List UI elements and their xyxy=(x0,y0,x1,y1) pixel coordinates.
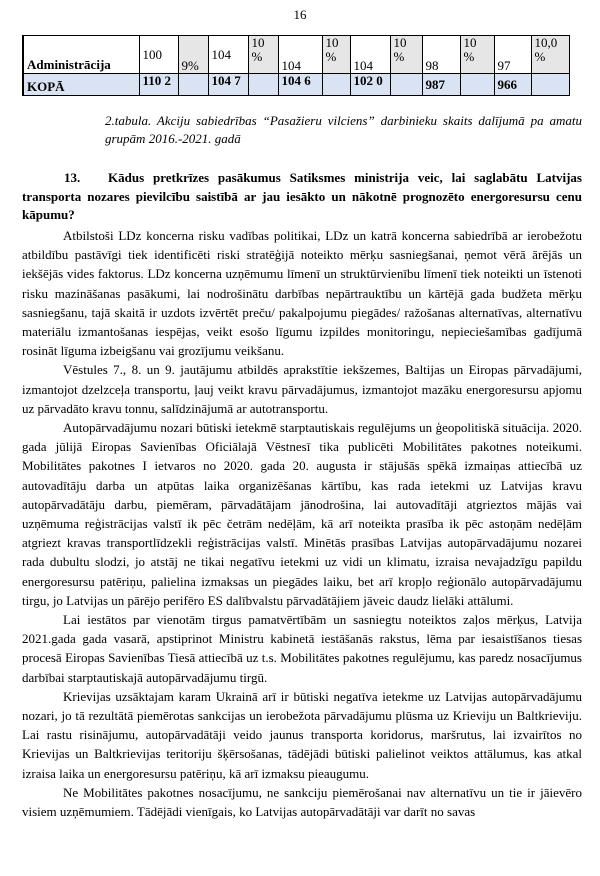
table-cell: 10 % xyxy=(322,36,350,74)
question-number: 13. xyxy=(64,170,81,185)
table-cell: 987 xyxy=(422,74,460,96)
answer-body xyxy=(22,226,582,821)
row-label: KOPĀ xyxy=(23,74,139,96)
paragraph: Krievijas uzsāktajam karam Ukrainā arī ir būtiski negatīva ietekme uz Latvijas autopārvadājumu nozari, jo tā rezultātā piemērotas sankcijas un ierobežota pārvadājumu plūsma uz Krieviju un Baltkrieviju. Lai rastu risinājumu, autopārvadātāji veido jaunus transporta koridorus, maršrutus, lai izvairītos no Krievijas un Baltkrievijas teritoriju šķērsošanas, tādējādi būtiski palielinot veiktos attālumus, kas atkal izraisa laika un energoresursu patēriņu, kā arī izmaksu pieaugumu. xyxy=(22,688,582,781)
table-cell: 966 xyxy=(494,74,531,96)
row-label: Administrācija xyxy=(23,36,139,74)
table-cell xyxy=(248,74,278,96)
paragraph: Vēstules 7., 8. un 9. jautājumu atbildēs aprakstītie iekšzemes, Baltijas un Eiropas pārvadājumi, izmantojot dzelzceļa transportu, ļauj veikt kravu pārvadājumus, izmantojot mazāku energoresursu apjomu uz pārvadāto kravu tonnu, salīdzinājumā ar autotransportu. xyxy=(22,362,582,416)
table-cell: 97 xyxy=(494,36,531,74)
table-cell: 98 xyxy=(422,36,460,74)
paragraph: Autopārvadājumu nozari būtiski ietekmē starptautiskais regulējums un ģeopolitiskā situācija. 2020. gada jūlijā Eiropas Savienības Oficiālajā Vēstnesī tika publicēti Mobilitātes pakotnes noteikumi. Mobilitātes pakotnes I ietvaros no 2020. gada 20. augusta ir stājušās spēkā izmaiņas attiecībā uz autovadītāju darba un atpūtas laika organizēšanas kārtību, kas rada ietekmi uz Latvijas kravu autopārvadātāju darbu, piemēram, pārvadātājam jānodrošina, lai autovadītāji atgrieztos mājās vai uzņēmuma reģistrācijas valstī ik pēc četrām nedēļām, kā arī noteikta prasība ik pēc astoņām nedēļām atgriezt kravas transportlīdzekli reģistrācijas valstī. Minētās prasības Latvijas autopārvadājumu nozarei rada dubultu slodzi, jo atstāj ne tikai negatīvu ietekmi uz vidi un klimatu, izraisa nevajadzīgu papildu energoresursu patēriņu, palielina izmaksas un piegādes laiku, bet arī kropļo reģionālo autopārvadājumu tirgu, jo Latvijas un pārējo perifēro ES dalībvalstu pārvadātājiem jāveic daudz lielāki attālumi. xyxy=(22,420,582,608)
paragraph: Ne Mobilitātes pakotnes nosacījumu, ne sankciju piemērošanai nav alternatīvu un tie ir jāievēro visiem uzņēmumiem. Tādējādi vienīgais, ko Latvijas autopārvadātāji var darīt no savas xyxy=(22,784,582,820)
table-cell: 10 % xyxy=(460,36,494,74)
table-cell: 10,0 % xyxy=(531,36,569,74)
table-caption: 2.tabula. Akciju sabiedrības “Pasažieru vilciens” darbinieku skaits dalījumā pa amatu grupām 2016.-2021. gadā xyxy=(105,113,582,146)
table-cell: 100 xyxy=(139,36,178,74)
table-row-administracija xyxy=(23,36,569,74)
page-number: 16 xyxy=(293,7,307,22)
staff-table xyxy=(22,35,570,96)
table-cell: 104 xyxy=(208,36,248,74)
table-cell: 10 % xyxy=(390,36,422,74)
table-cell: 104 xyxy=(350,36,390,74)
table-cell xyxy=(178,74,208,96)
table-cell: 104 xyxy=(278,36,322,74)
table-cell: 10 % xyxy=(248,36,278,74)
table-cell: 9% xyxy=(178,36,208,74)
question-text: Kādus pretkrīzes pasākumus Satiksmes ministrija veic, lai saglabātu Latvijas transporta nozares pievilcību saistībā ar jau iesākto un nākotnē prognozēto energoresursu cenu kāpumu? xyxy=(22,170,582,222)
table-cell xyxy=(390,74,422,96)
table-cell: 110 2 xyxy=(139,74,178,96)
question-heading xyxy=(22,169,582,225)
table-cell xyxy=(531,74,569,96)
table-cell: 102 0 xyxy=(350,74,390,96)
table-cell xyxy=(460,74,494,96)
paragraph: Lai iestātos par vienotām tirgus pamatvērtībām un sasniegtu noteiktos zaļos mērķus, Latvija 2021.gada gada vasarā, apstiprinot Ministru kabinetā iestāšanās rakstus, lēma par iesaistīšanos tiesas procesā Eiropas Savienības Tiesā attiecībā uz t.s. Mobilitātes pakotnes regulējumu, kas paredz nosacījumus darbībai starptautiskajā autopārvadājumu tirgū. xyxy=(22,612,582,685)
table-cell: 104 7 xyxy=(208,74,248,96)
table-cell: 104 6 xyxy=(278,74,322,96)
paragraph: Atbilstoši LDz koncerna risku vadības politikai, LDz un katrā koncerna sabiedrībā ar ierobežotu atbildību pastāvīgi tiek identificēti riski stratēģijā noteikto mērķu sasniegšanai, ņemot vērā ārējās un iekšējās vides faktorus. LDz koncerna uzņēmumu līmenī un struktūrvienību līmenī tiek noteikti un īstenoti risku mazināšanas pasākumi, lai nodrošinātu darbības nepārtrauktību un kārtējā gada budžeta mērķu sasniegšanu, tajā skaitā ir uzdots izvērtēt preču/ pakalpojumu piegādes/ ražošanas alternatīvas, alternatīvu materiālu izmantošanas iespējas, veikt esošo līgumu izpildes monitoringu, nepieciešamības gadījumā rosināt līguma izbeigšanu vai grozījumu veikšanu. xyxy=(22,228,582,359)
table-cell xyxy=(322,74,350,96)
table-row-kopa xyxy=(23,74,569,96)
